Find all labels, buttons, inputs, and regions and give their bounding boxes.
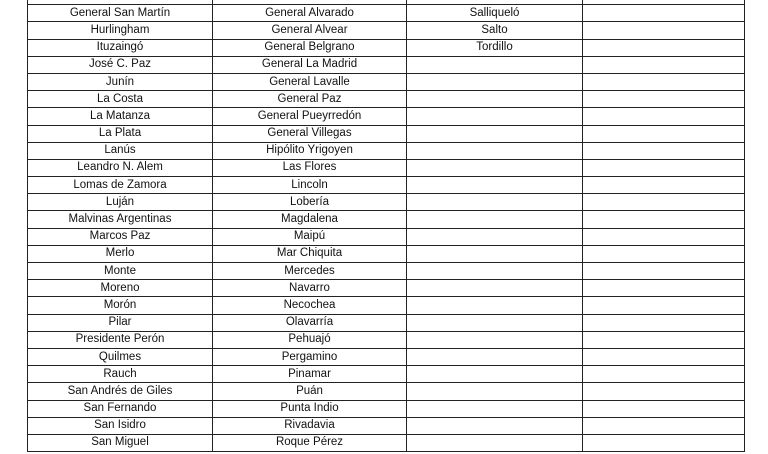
table-cell (407, 314, 583, 331)
table-cell (583, 366, 745, 383)
table-cell: San Miguel (28, 434, 213, 451)
table-cell (407, 348, 583, 365)
table-cell (583, 211, 745, 228)
table-cell: Olavarría (213, 314, 407, 331)
table-row (28, 383, 745, 400)
table-cell: Maipú (213, 228, 407, 245)
table-cell (407, 194, 583, 211)
table-cell (407, 383, 583, 400)
table-cell: Puán (213, 383, 407, 400)
table-cell: Roque Pérez (213, 434, 407, 451)
table-row (28, 434, 745, 451)
table-cell: Luján (28, 194, 213, 211)
table-row (28, 211, 745, 228)
table-cell: Necochea (213, 297, 407, 314)
table-cell (407, 211, 583, 228)
table-cell: Lincoln (213, 177, 407, 194)
table-row (28, 400, 745, 417)
table-cell (583, 73, 745, 90)
table-row (28, 348, 745, 365)
table-cell: Tordillo (407, 39, 583, 56)
table-cell: Mercedes (213, 263, 407, 280)
table-cell (583, 142, 745, 159)
table-cell (583, 194, 745, 211)
table-cell: Las Flores (213, 159, 407, 176)
table-cell: Rauch (28, 366, 213, 383)
table-cell: Pilar (28, 314, 213, 331)
table-row (28, 125, 745, 142)
table-cell: La Matanza (28, 108, 213, 125)
table-cell (407, 73, 583, 90)
table-row (28, 280, 745, 297)
table-row (28, 159, 745, 176)
table-cell (583, 39, 745, 56)
table-row (28, 314, 745, 331)
table-cell (407, 400, 583, 417)
table-cell (407, 297, 583, 314)
table-cell: Rivadavia (213, 417, 407, 434)
table-row (28, 417, 745, 434)
table-cell: Salto (407, 22, 583, 39)
table-cell (583, 177, 745, 194)
table-cell (583, 228, 745, 245)
table-cell: Moreno (28, 280, 213, 297)
table-cell: Pinamar (213, 366, 407, 383)
table-cell: General Belgrano (213, 39, 407, 56)
table-cell: General Alvear (213, 22, 407, 39)
table-cell (407, 142, 583, 159)
table-cell (407, 245, 583, 262)
table-cell: Pehuajó (213, 331, 407, 348)
table-cell (583, 245, 745, 262)
table-row (28, 142, 745, 159)
table-cell: General Paz (213, 91, 407, 108)
table-row (28, 39, 745, 56)
municipalities-table (27, 0, 745, 452)
table-cell (583, 331, 745, 348)
table-cell: Leandro N. Alem (28, 159, 213, 176)
table-cell: San Isidro (28, 417, 213, 434)
table-cell (407, 91, 583, 108)
table-cell: Malvinas Argentinas (28, 211, 213, 228)
table-cell (583, 417, 745, 434)
table-cell (407, 434, 583, 451)
table-body (28, 0, 745, 452)
table-cell (583, 297, 745, 314)
table-cell: San Andrés de Giles (28, 383, 213, 400)
table-row (28, 91, 745, 108)
table-cell: General Pueyrredón (213, 108, 407, 125)
table-row (28, 366, 745, 383)
table-cell (407, 417, 583, 434)
table-cell: Morón (28, 297, 213, 314)
table-cell: Lobería (213, 194, 407, 211)
table-cell (583, 348, 745, 365)
table-cell (407, 159, 583, 176)
table-row (28, 263, 745, 280)
table-cell (583, 159, 745, 176)
table-cell: Magdalena (213, 211, 407, 228)
table-row (28, 194, 745, 211)
table-cell: Lanús (28, 142, 213, 159)
table-row (28, 297, 745, 314)
table-cell: La Plata (28, 125, 213, 142)
table-row (28, 177, 745, 194)
table-cell: General San Martín (28, 5, 213, 22)
table-cell: Mar Chiquita (213, 245, 407, 262)
table-cell: Salliqueló (407, 5, 583, 22)
table-cell (583, 125, 745, 142)
table-cell: Quilmes (28, 348, 213, 365)
table-row (28, 245, 745, 262)
table-cell: San Fernando (28, 400, 213, 417)
table-cell (407, 280, 583, 297)
table-cell: Lomas de Zamora (28, 177, 213, 194)
table-row (28, 331, 745, 348)
table-cell: Presidente Perón (28, 331, 213, 348)
table-row (28, 108, 745, 125)
table-cell (407, 125, 583, 142)
table-cell (583, 434, 745, 451)
table-cell (407, 228, 583, 245)
table-cell (583, 91, 745, 108)
table-cell (407, 177, 583, 194)
table-row (28, 56, 745, 73)
table-cell (583, 56, 745, 73)
table-cell: General La Madrid (213, 56, 407, 73)
table-cell: Merlo (28, 245, 213, 262)
table-cell (407, 56, 583, 73)
table-row (28, 22, 745, 39)
table-cell: General Villegas (213, 125, 407, 142)
table-cell: Marcos Paz (28, 228, 213, 245)
table-cell: Monte (28, 263, 213, 280)
table-cell: Junín (28, 73, 213, 90)
table-cell (583, 263, 745, 280)
table-cell: Hurlingham (28, 22, 213, 39)
table-cell: General Alvarado (213, 5, 407, 22)
table-cell: Punta Indio (213, 400, 407, 417)
table-cell: Ituzaingó (28, 39, 213, 56)
table-cell: Hipólito Yrigoyen (213, 142, 407, 159)
table-cell (583, 383, 745, 400)
table-cell (407, 331, 583, 348)
table-cell (583, 314, 745, 331)
table-row (28, 5, 745, 22)
table-cell: La Costa (28, 91, 213, 108)
table-cell (583, 108, 745, 125)
table-cell (407, 366, 583, 383)
table-cell (583, 400, 745, 417)
table-row (28, 228, 745, 245)
table-cell: General Lavalle (213, 73, 407, 90)
table-row (28, 73, 745, 90)
table-cell (583, 22, 745, 39)
table-cell (407, 263, 583, 280)
table-cell (583, 5, 745, 22)
table-cell (407, 108, 583, 125)
table-cell: Navarro (213, 280, 407, 297)
table-cell: Pergamino (213, 348, 407, 365)
table-cell (583, 280, 745, 297)
table-cell: José C. Paz (28, 56, 213, 73)
